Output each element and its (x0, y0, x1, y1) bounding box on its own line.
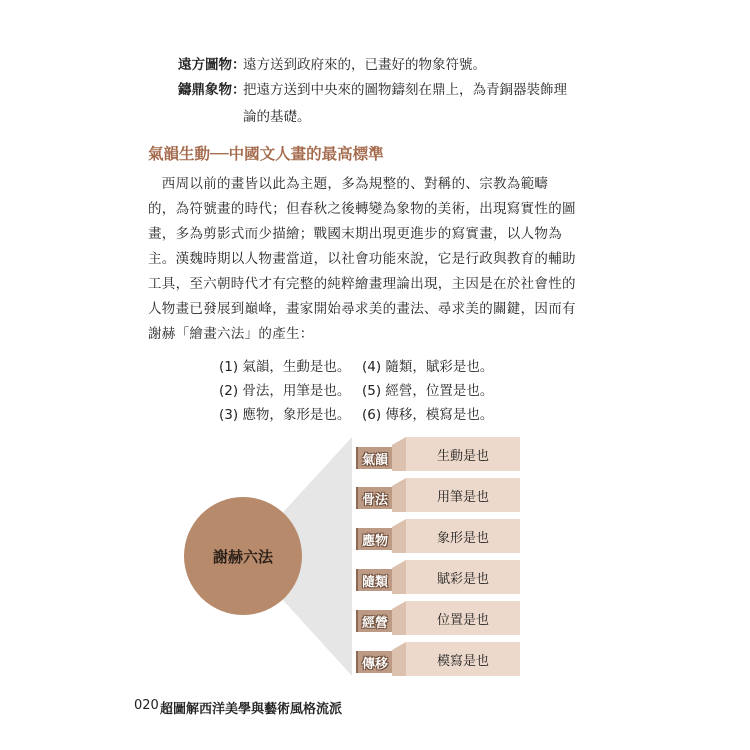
diagram-label-qiyun (356, 447, 392, 469)
diagram-label-yingwu (356, 528, 392, 550)
diagram-row-shading (392, 437, 406, 676)
diagram-label-text: 骨法 (361, 492, 388, 508)
paragraph-line: 畫，多為剪影式而少描繪；戰國末期出現更進步的寫實畫，以人物為 (148, 226, 562, 242)
section-heading: 氣韻生動──中國文人畫的最高標準 (148, 145, 384, 163)
diagram-value-gufa (406, 478, 520, 512)
diagram-label-chuanyi (356, 651, 392, 673)
definition-term: 鑄鼎象物： (178, 82, 246, 98)
method-item-4: (4) 隨類，賦彩是也。 (362, 359, 494, 375)
paragraph-line: 謝赫「繪畫六法」的產生： (148, 326, 314, 342)
diagram-value-yingwu (406, 519, 520, 553)
diagram-value-text: 生動是也 (436, 448, 489, 464)
method-item-1: (1) 氣韻，生動是也。 (219, 359, 351, 375)
diagram-value-text: 象形是也 (436, 530, 489, 546)
method-item-3: (3) 應物，象形是也。 (219, 407, 351, 423)
method-item-6: (6) 傳移，模寫是也。 (362, 407, 494, 423)
method-item-5: (5) 經營，位置是也。 (362, 383, 494, 399)
paragraph-line: 人物畫已發展到巔峰，畫家開始尋求美的畫法、尋求美的關鍵，因而有 (148, 301, 576, 317)
definition-text-continued: 論的基礎。 (243, 109, 311, 125)
definition-text: 遠方送到政府來的，已畫好的物象符號。 (243, 57, 486, 73)
book-title: 超圖解西洋美學與藝術風格流派 (160, 702, 343, 717)
diagram-value-text: 位置是也 (436, 612, 489, 628)
diagram-label-gufa (356, 487, 392, 509)
diagram-label-text: 隨類 (361, 574, 388, 590)
diagram-value-suilei (406, 560, 520, 594)
diagram-label-suilei (356, 569, 392, 591)
diagram-center-circle (184, 497, 302, 615)
diagram-label-text: 經營 (361, 615, 388, 631)
definition-text: 把遠方送到中央來的圖物鑄刻在鼎上，為青銅器裝飾理 (243, 82, 567, 98)
method-item-2: (2) 骨法，用筆是也。 (219, 383, 351, 399)
diagram-center-label: 謝赫六法 (212, 547, 273, 566)
diagram-value-qiyun (406, 437, 520, 471)
paragraph-line: 的，為符號畫的時代；但春秋之後轉變為象物的美術，出現寫實性的圖 (148, 201, 576, 217)
paragraph-line: 主。漢魏時期以人物畫當道，以社會功能來說，它是行政與教育的輔助 (148, 251, 576, 267)
diagram-value-chuanyi (406, 642, 520, 676)
diagram-value-text: 賦彩是也 (436, 571, 489, 587)
diagram-label-text: 傳移 (361, 656, 388, 672)
paragraph-line: 工具，至六朝時代才有完整的純粹繪畫理論出現，主因是在於社會性的 (148, 276, 576, 292)
diagram-value-jingying (406, 601, 520, 635)
diagram-label-jingying (356, 610, 392, 632)
definition-term: 遠方圖物： (178, 57, 246, 73)
page-number: 020 (134, 698, 159, 713)
diagram-value-text: 模寫是也 (436, 653, 489, 669)
diagram-label-text: 氣韻 (361, 452, 388, 468)
diagram-label-text: 應物 (361, 533, 388, 549)
paragraph-line: 西周以前的畫皆以此為主題，多為規整的、對稱的、宗教為範疇 (148, 176, 549, 192)
diagram-value-text: 用筆是也 (436, 489, 489, 505)
